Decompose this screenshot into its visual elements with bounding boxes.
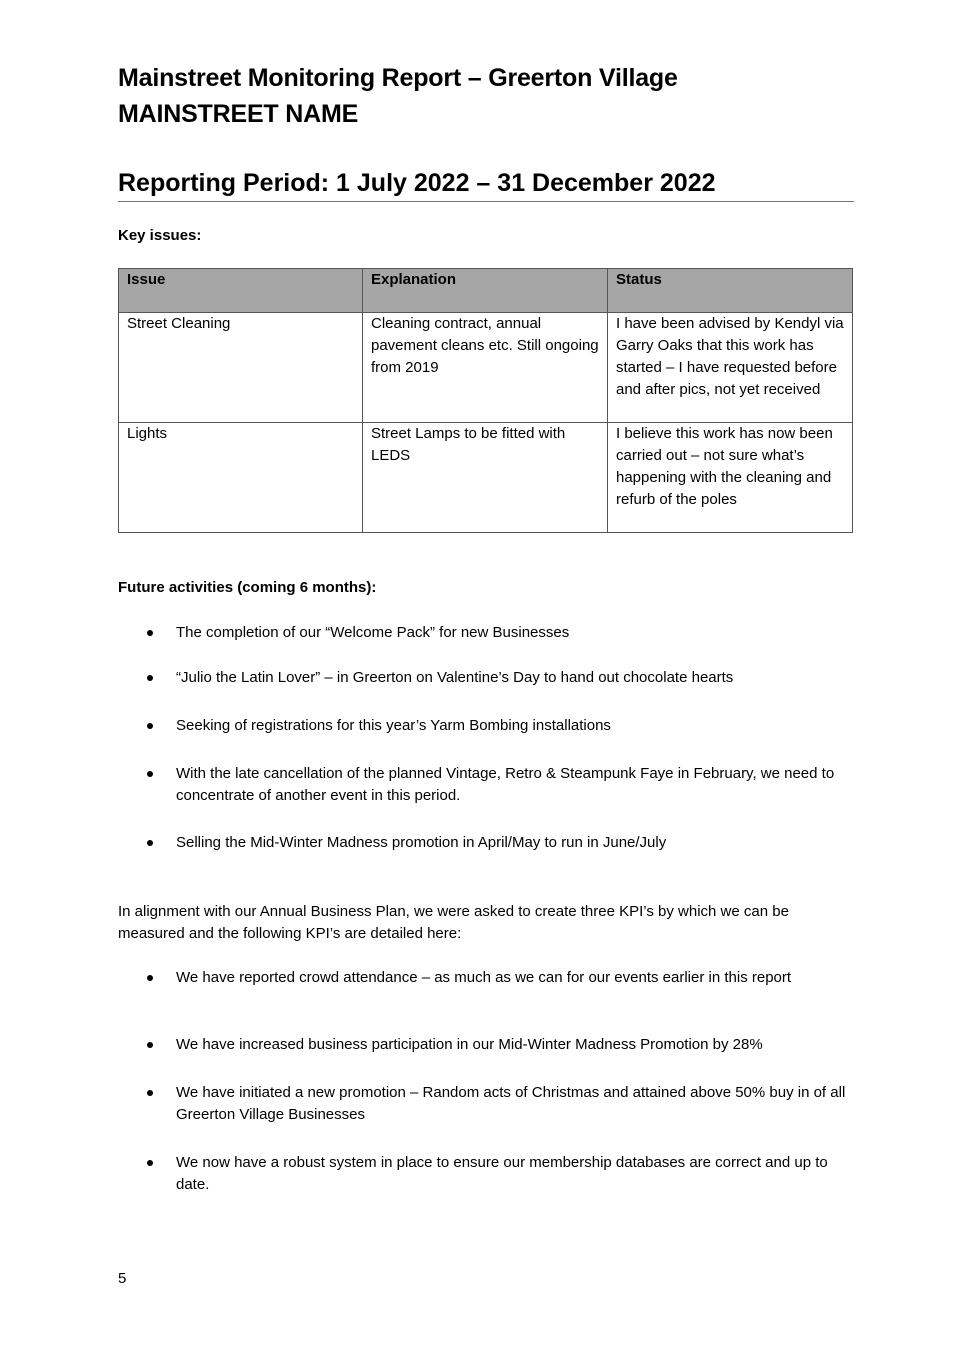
future-activities-label: Future activities (coming 6 months): (118, 579, 377, 596)
kpi-intro-paragraph: In alignment with our Annual Business Plan, we were asked to create three KPI’s by which we can be measured and the following KPI’s are detailed here: (118, 903, 789, 942)
key-issues-label: Key issues: (118, 227, 202, 244)
explanation-cell: Cleaning contract, annual pavement cleans etc. Still ongoing from 2019 (363, 313, 608, 423)
list-item: We have increased business participation in our Mid-Winter Madness Promotion by 28% (118, 1034, 858, 1056)
list-item: The completion of our “Welcome Pack” for new Businesses (118, 622, 569, 644)
column-header-issue: Issue (119, 269, 363, 313)
list-item: Selling the Mid-Winter Madness promotion in April/May to run in June/July (118, 832, 666, 854)
table-row (119, 423, 853, 533)
list-item: “Julio the Latin Lover” – in Greerton on Valentine’s Day to hand out chocolate hearts (118, 667, 733, 689)
list-item: We now have a robust system in place to ensure our membership databases are correct and up to date. (118, 1152, 858, 1196)
issue-cell: Lights (119, 423, 363, 533)
table-header-row (119, 269, 853, 313)
list-item: Seeking of registrations for this year’s Yarm Bombing installations (118, 715, 611, 737)
report-title-line-2: MAINSTREET NAME (118, 100, 359, 128)
list-item: With the late cancellation of the planned Vintage, Retro & Steampunk Faye in February, we need to concentrate of another event in this period. (118, 763, 858, 807)
column-header-explanation: Explanation (363, 269, 608, 313)
column-header-status: Status (608, 269, 853, 313)
list-item: We have reported crowd attendance – as much as we can for our events earlier in this report (118, 967, 858, 989)
list-item: We have initiated a new promotion – Random acts of Christmas and attained above 50% buy in of all Greerton Village Businesses (118, 1082, 858, 1126)
table-row (119, 313, 853, 423)
issue-cell: Street Cleaning (119, 313, 363, 423)
key-issues-table (118, 268, 853, 533)
status-cell: I believe this work has now been carried out – not sure what’s happening with the cleaning and refurb of the poles (608, 423, 853, 533)
report-title-line-1: Mainstreet Monitoring Report – Greerton Village (118, 64, 678, 92)
explanation-cell: Street Lamps to be fitted with LEDS (363, 423, 608, 533)
status-cell: I have been advised by Kendyl via Garry Oaks that this work has started – I have requested before and after pics, not yet received (608, 313, 853, 423)
reporting-period-heading: Reporting Period: 1 July 2022 – 31 December 2022 (118, 165, 854, 202)
page-number: 5 (118, 1270, 127, 1287)
report-title (118, 60, 678, 132)
